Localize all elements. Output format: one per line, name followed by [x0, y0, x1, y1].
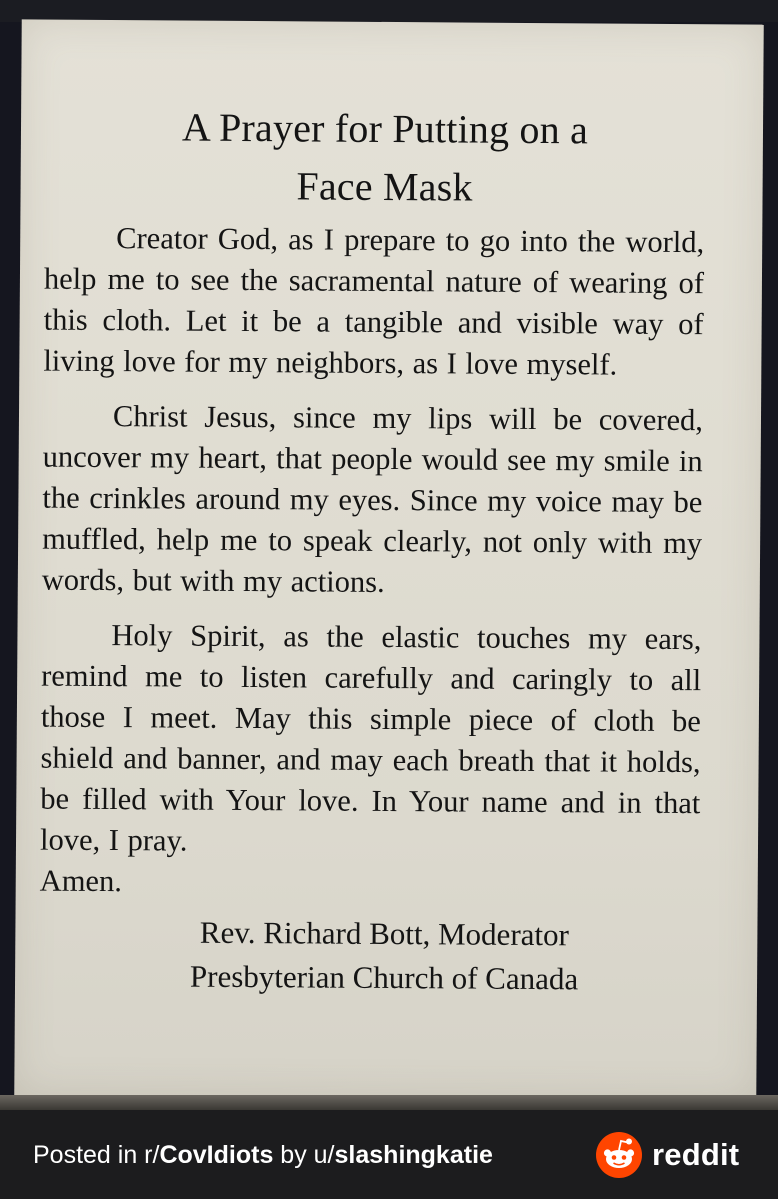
posted-prefix: Posted in r/: [33, 1141, 160, 1169]
by-text: by u/: [273, 1141, 335, 1169]
title-line-2: Face Mask: [296, 163, 473, 210]
signature-name: Rev. Richard Bott, Moderator: [199, 914, 570, 953]
username-link[interactable]: slashingkatie: [334, 1141, 493, 1169]
image-top-edge: [0, 0, 778, 22]
paragraph-creator: Creator God, as I prepare to go into the world, help me to see the sacramental nature of wearing of this cloth. Let it be a tangible and visible way of living love for my neighbors, as I love myself.: [43, 221, 705, 382]
title-line-1: A Prayer for Putting on a: [181, 104, 589, 153]
image-bottom-edge: [0, 1095, 778, 1110]
reddit-alien-icon: [596, 1132, 642, 1178]
amen-text: Amen.: [39, 863, 123, 899]
reddit-wordmark: reddit: [652, 1137, 740, 1172]
post-attribution-bar: [0, 1110, 778, 1199]
signature: [39, 910, 700, 1003]
subreddit-link[interactable]: CovIdiots: [159, 1141, 274, 1169]
paragraph-spirit: Holy Spirit, as the elastic touches my ears, remind me to listen carefully and caringly to all those I meet. May this simple piece of cloth be shield and banner, and may each breath that it holds, be filled with Your love. In Your name and in that love, I pray.: [39, 618, 702, 858]
posted-in-text: [33, 1140, 493, 1170]
paragraph-christ: Christ Jesus, since my lips will be covered, uncover my heart, that people would see my smile in the crinkles around my eyes. Since my voice may be muffled, help me to speak clearly, not only with my words, but with my actions.: [41, 399, 704, 599]
printed-prayer-sheet: [14, 19, 763, 1100]
prayer-title: [44, 98, 705, 219]
reddit-logo[interactable]: [596, 1132, 746, 1178]
prayer-text: [39, 68, 705, 1003]
signature-church: Presbyterian Church of Canada: [189, 958, 579, 997]
